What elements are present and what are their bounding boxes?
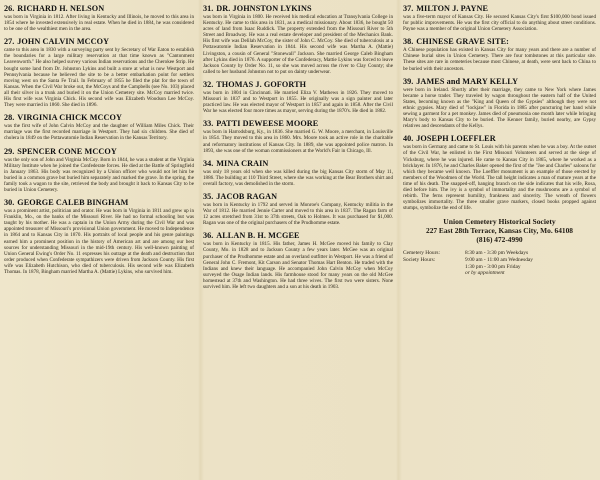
entry-number: 28. <box>4 113 15 123</box>
society-contact-block <box>403 217 596 244</box>
entry-name: JAMES and MARY KELLY <box>416 76 519 86</box>
entry-37 <box>403 4 596 32</box>
entry-heading <box>403 134 596 143</box>
hours-table <box>403 250 596 276</box>
entry-name: SPENCER CONE MCCOY <box>17 146 117 156</box>
society-hours-value: 9:00 am - 11:00 am Wednesday <box>465 256 533 263</box>
entry-number: 33. <box>203 119 214 129</box>
entry-heading <box>203 119 393 128</box>
entry-number: 32. <box>203 79 214 89</box>
entry-text: A Chinese population has existed in Kansas City for many years and there are a number of Chinese burial sites in Union Cemetery. There are four tombstones at this particular site. These sites are rare in cemeteries because most Chinese, at death, were sent back to China to be buried with their ancestors. <box>403 47 596 72</box>
entry-33 <box>203 119 393 153</box>
entry-name: JOHN CALVIN MCCOY <box>17 37 110 47</box>
entry-32 <box>203 80 393 114</box>
entry-number: 30. <box>4 198 15 208</box>
entry-number: 36. <box>203 231 214 241</box>
column-middle <box>203 4 393 478</box>
entry-text: was a prominent artist, politician and orator. He was born in Virginia in 1811 and grew up in Franklin, Mo., on the banks of the Missouri River. He had no formal schooling but was taught by his mother. He was a captain in the Union Army during the Civil War and was appointed treasurer of Missouri's provisional Union government. He moved to Independence in 1864 and to Kansas City in 1870. His portraits of local people and his genre paintings earned him a prominent position in the history of American art and are among our best sources for understanding Missouri in the mid-19th century. His well-known painting of Union General Ewing's Order No. 11 expresses his outrage at the death and destruction that order produced when Confederate sympathizers were driven from Jackson County. His first wife was Elizabeth Hutchison, who died of tuberculosis. His second wife was Elizabeth Thomas. In 1878, Bingham married Martha A. (Mattie) Lykins, who survived him. <box>4 208 194 275</box>
entry-number: 39. <box>403 76 414 86</box>
entry-28 <box>4 113 194 141</box>
entry-27 <box>4 37 194 108</box>
entry-heading <box>203 192 393 201</box>
entry-36 <box>203 231 393 290</box>
society-hours-label: Society Hours: <box>403 256 436 263</box>
entry-heading <box>4 198 194 207</box>
entry-number: 27. <box>4 37 15 47</box>
entry-39 <box>403 77 596 130</box>
entry-number: 29. <box>4 146 15 156</box>
entry-name: VIRGINIA CHICK MCCOY <box>17 113 123 123</box>
entry-text: was born in Germany and came to St. Louis with his parents when he was a boy. At the outset of the Civil War, he enlisted in the First Missouri Volunteers and served at the siege of Vicksburg, where he was injured. He came to Kansas City in 1865, where he worked as a bricklayer. In 1876, he and Charles Baker opened the first of the "Joe and Charles" saloons for which they became well known. The Loeffler monument is an example of those erected by members of the Woodmen of the World. The tall height indicates a man of mature years at the time of his death. The snapped-off, hanging branch on the side indicates that his wife, Rosa, died before him. The ivy is a symbol of immortality and the mushrooms are a symbol of rebirth. The ferns represent humility, frankness and sincerity. The wreath of flowers symbolizes immortality. The three smaller grave markers, closed books propped against stumps, symbolize the end of life. <box>403 144 596 212</box>
entry-40 <box>403 134 596 211</box>
entry-name: ALLAN B. H. MCGEE <box>216 231 300 241</box>
cemetery-hours-label: Cemetery Hours: <box>403 250 440 257</box>
entry-text: was born in Kentucky in 1792 and served in Monroe's Company, Kentucky militia in the War of 1812. He married Jennie Carter and moved to this area in 1837. The Ragan farm of 12 acres stretched from 31st to 37th streets, Oak to Holmes. It was purchased for $1,000. Ragan was one of the original purchasers of the Prudhomme estate. <box>203 201 393 227</box>
entry-38 <box>403 37 596 71</box>
entry-31 <box>203 4 393 75</box>
entry-29 <box>4 147 194 194</box>
entry-heading <box>4 4 194 13</box>
entry-name: DR. JOHNSTON LYKINS <box>216 4 312 13</box>
entry-text: was the first wife of John Calvin McCoy and the daughter of William Miles Chick. Their marriage was the first recorded marriage in Westport. They had six children. She died of cholera in 1849 on the Pottawatomie Indian Reservation in the Kansas Territory. <box>4 123 194 142</box>
entry-30 <box>4 198 194 275</box>
entry-name: CHINESE GRAVE SITE: <box>416 37 509 47</box>
entry-heading <box>203 231 393 240</box>
column-left <box>4 4 194 478</box>
entry-text: was born in 1804 in Cincinnati. He married Eliza V. Mathews in 1826. They moved to Missouri in 1837 and to Westport in 1855. He originally was a sign painter and later practiced law. He was elected mayor of Westport in 1857 and again in 1858. After the Civil War he was elected four more times as mayor, serving during the 1870's. He died in 1882. <box>203 89 393 115</box>
entry-name: JACOB RAGAN <box>216 191 278 201</box>
cemetery-hours-value: 8:30 am - 3:30 pm Weekdays <box>465 250 529 257</box>
entry-text: was born in Virginia in 1812. After living in Kentucky and Illinois, he moved to this area in 1854 where he invested extensively in real estate. When he died in 1884, he was considered to be one of the wealthiest men in the area. <box>4 14 194 33</box>
hours-spacer <box>403 264 461 271</box>
entry-text: was born in Harrodsburg, Ky., in 1836. She married G. W. Moore, a merchant, in Louisville in 1854. They moved to this area in 1860. Mrs. Moore took an active role in the charitable and reformatory institutions of Kansas City. In 1889, she was appointed police matron. In 1893, she was one of the woman commissioners at the World's Fair in Chicago, Ill. <box>203 129 393 154</box>
column-right <box>403 4 596 478</box>
society-title: Union Cemetery Historical Society <box>443 217 556 227</box>
entry-heading <box>403 4 596 13</box>
entry-number: 35. <box>203 191 214 201</box>
entry-number: 37. <box>403 4 414 13</box>
entry-34 <box>203 159 393 187</box>
entry-heading <box>4 113 194 122</box>
entry-26 <box>4 4 194 32</box>
entry-name: THOMAS J. GOFORTH <box>216 79 307 89</box>
entry-heading <box>403 37 596 46</box>
entry-text: was born in Kentucky in 1815. His father, James H. McGee moved his family to Clay County, Mo. in 1828 and to Jackson County a few years later. McGee was an original purchaser of the Prudhomme estate and an overland outfitter in Westport. He was a friend of General John C. Fremont, Kit Carson and Senator Thomas Hart Benton. He traded with the Indians and knew their language. He accompanied John Calvin McCoy when McCoy surveyed the Osage Indian lands. His farmhouse stood for many years on the old McGee homestead at 37th and Washington. He had three wives. The first two were sisters. None survived him. He left two daughters and a son at his death in 1903. <box>203 241 393 290</box>
entry-heading <box>403 77 596 86</box>
entry-name: MILTON J. PAYNE <box>416 4 489 13</box>
entry-number: 40. <box>403 134 414 144</box>
entry-number: 38. <box>403 37 414 47</box>
entry-name: PATTI DEWEESE MOORE <box>216 119 319 129</box>
entry-text: was the only son of John and Virginia McCoy. Born in 1844, he was a student at the Virginia Military Institute when he joined the Confederate forces. He died at the Battle of Springfield in January 1863. His body was recognized by a Union officer who would not let him be buried in a common grave but buried him separately and marked the grave. In the spring, the family took a wagon to the site, retrieved the body and brought it back to Kansas City to be buried in Union Cemetery. <box>4 156 194 193</box>
entry-heading <box>4 147 194 156</box>
entry-name: JOSEPH LOEFFLER <box>416 134 496 144</box>
entry-text: was a five-term mayor of Kansas City. He secured Kansas City's first $100,000 bond issued for public improvements. He was the first city official to do anything about street conditions. Payne was a member of the original Union Cemetery Association. <box>403 14 596 33</box>
entry-number: 26. <box>4 4 15 13</box>
entry-text: were born in Ireland. Shortly after their marriage, they came to New York where James became a horse trader. They traveled by wagon throughout the eastern half of the United States, becoming known as the "King and Queen of the Gypsies" although they were not ethnic gypsies. Mary died of "lockjaw" in Florida in 1885 after puncturing her hand while sewing a garment for a pet monkey. James died of pneumonia one month later while bringing Mary's body to Kansas City to be buried. The Kenner family, buried nearby, are Gypsy relatives and descendants of the Kellys. <box>403 86 596 130</box>
entry-heading <box>203 159 393 168</box>
entry-text: was only 18 years old when she was killed during the big Kansas City storm of May 11, 1886. The building at 110 Third Street, where she was working at the Bear Brothers shirt and overall factory, was demolished in the storm. <box>203 168 393 187</box>
entry-name: GEORGE CALEB BINGHAM <box>17 198 129 208</box>
entry-heading <box>4 37 194 46</box>
society-hours-value: 1:30 pm - 3:00 pm Friday <box>465 263 521 270</box>
society-hours-note: or by appointment <box>465 270 505 277</box>
entry-heading <box>203 80 393 89</box>
hours-spacer <box>403 270 461 277</box>
entry-name: MINA CRAIN <box>216 158 269 168</box>
entry-text: was born in Virginia in 1800. He received his medical education at Transylvania College in Kentucky. He came to this area in 1831, as a medical missionary. About 1836, he bought 50 acres of land from Isaac Ruddick. The property extended from the Missouri River to 5th Street and Broadway. He was a real estate developer and president of the Mechanics Bank. His first wife was Delilah McCoy, the sister of John C. McCoy. She died of tuberculosis at a Pottawatomie Indian Reservation in 1844. His second wife was Martha A. (Mattie) Livingston, a cousin of General "Stonewall" Jackson. She married George Caleb Bingham after Lykins died in 1876. A supporter of the Confederacy, Mattie Lykins was forced to leave Jackson County by Order No. 11, so she was moved across the river to Clay County; she called to her husband Johnston not to put on dainty underwear. <box>203 14 393 75</box>
entry-text: came to this area in 1830 with a surveying party sent by Secretary of War Eaton to establish the boundaries for a large military reservation at that time known as "Cantonment Leavenworth." He also helped survey various Indian reservations and the Cherokee Strip. He bought some land from Dr. Johnston Lykins and built a store at what is now Westport and Pennsylvania because he believed the site to be a better embarkation point for settlers moving west on the Santa Fe Trail. In February of 1855 he filed the plat for the town of Kansas. When the Civil War broke out, the McCoys and the Campbells (see No. 103) placed all their silver in a trunk and buried it on the Union Cemetery site. McCoy married twice. His first wife was Virginia Chick. His second wife was Elizabeth Woodson Lee McCoy. They were married in 1860. She died in 1896. <box>4 47 194 109</box>
society-address: 227 East 28th Terrace, Kansas City, Mo. 64108 <box>426 226 573 236</box>
entry-35 <box>203 192 393 226</box>
entry-number: 34. <box>203 158 214 168</box>
society-phone: (816) 472-4990 <box>476 235 523 245</box>
entry-heading <box>203 4 393 13</box>
entry-name: RICHARD H. NELSON <box>17 4 105 13</box>
entry-number: 31. <box>203 4 214 13</box>
